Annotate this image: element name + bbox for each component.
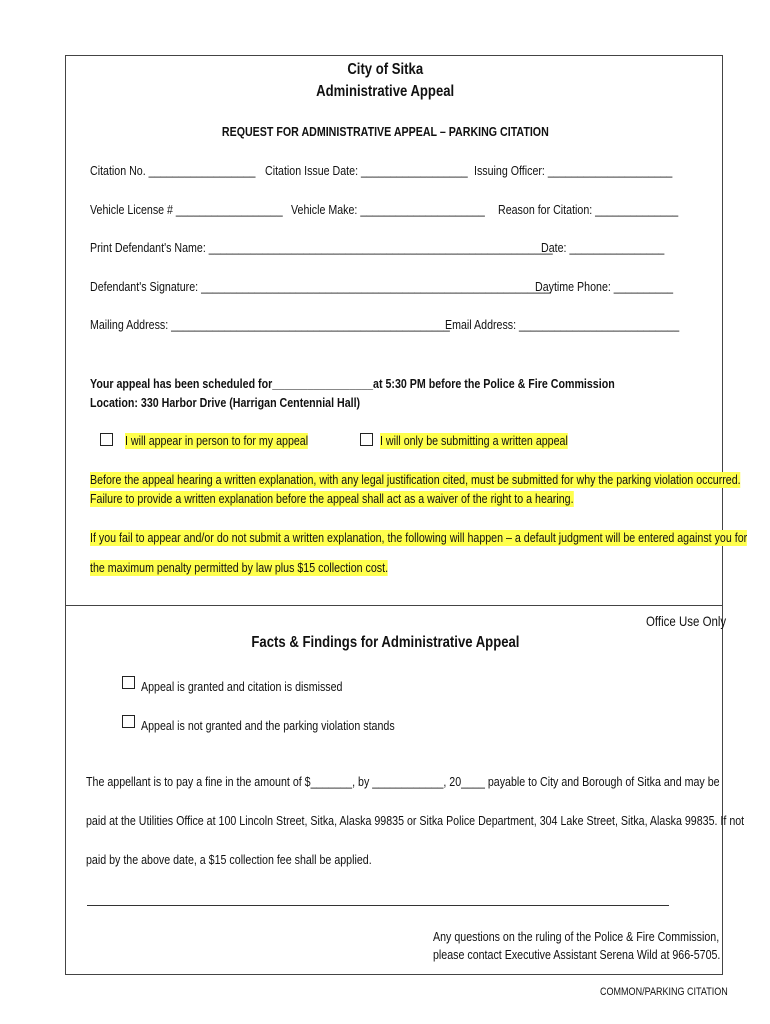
vehicle-make-field[interactable]: Vehicle Make: _____________________: [291, 202, 485, 217]
fine-line-1: The appellant is to pay a fine in the amount of $_______, by ____________, 20____ payable to City and Borough of Sitka and may be: [86, 774, 720, 789]
written-appeal-checkbox[interactable]: [360, 433, 373, 446]
granted-checkbox[interactable]: [122, 676, 135, 689]
date-field[interactable]: Date: ________________: [541, 240, 665, 255]
notice-written-explanation: Before the appeal hearing a written explanation, with any legal justification cited, must be submitted for why the parking violation occurred.: [90, 472, 741, 487]
phone-field[interactable]: Daytime Phone: __________: [535, 279, 674, 294]
notice-waiver: Failure to provide a written explanation before the appeal shall act as a waiver of the right to a hearing.: [90, 491, 574, 506]
issuing-officer-field[interactable]: Issuing Officer: _____________________: [474, 163, 673, 178]
not-granted-label: Appeal is not granted and the parking violation stands: [141, 718, 395, 733]
form-subtitle: REQUEST FOR ADMINISTRATIVE APPEAL – PARKING CITATION: [221, 124, 549, 139]
facts-findings-title: Facts & Findings for Administrative Appeal: [250, 634, 520, 651]
reason-field[interactable]: Reason for Citation: ______________: [498, 202, 679, 217]
granted-label: Appeal is granted and citation is dismissed: [141, 679, 343, 694]
notice-penalty: the maximum penalty permitted by law plus $15 collection cost.: [90, 560, 389, 575]
form-title: Administrative Appeal: [315, 83, 455, 100]
fine-line-2: paid at the Utilities Office at 100 Lincoln Street, Sitka, Alaska 99835 or Sitka Police Department, 304 Lake Street, Sitka, Alaska 99835. If not: [86, 813, 745, 828]
questions-line-1: Any questions on the ruling of the Police & Fire Commission,: [433, 929, 720, 944]
notice-default-judgment: If you fail to appear and/or do not submit a written explanation, the following will happen – a default judgment will be entered against you for: [90, 530, 748, 545]
office-use-label: Office Use Only: [646, 613, 727, 629]
in-person-checkbox[interactable]: [100, 433, 113, 446]
signature-rule: [87, 905, 669, 906]
mailing-address-field[interactable]: Mailing Address: _______________________________________________: [90, 317, 450, 332]
not-granted-checkbox[interactable]: [122, 715, 135, 728]
city-title: City of Sitka: [347, 61, 423, 78]
questions-line-2: please contact Executive Assistant Serena Wild at 966-5705.: [433, 947, 721, 962]
defendant-name-field[interactable]: Print Defendant's Name: __________________________________________________________: [90, 240, 553, 255]
citation-date-field[interactable]: Citation Issue Date: __________________: [265, 163, 468, 178]
office-use-box: [65, 605, 723, 975]
fine-line-3: paid by the above date, a $15 collection fee shall be applied.: [86, 852, 372, 867]
vehicle-license-field[interactable]: Vehicle License # __________________: [90, 202, 283, 217]
email-field[interactable]: Email Address: ___________________________: [445, 317, 680, 332]
signature-field[interactable]: Defendant's Signature: ___________________________________________________________: [90, 279, 551, 294]
footer-code: COMMON/PARKING CITATION: [600, 986, 728, 998]
in-person-label: I will appear in person to for my appeal: [125, 433, 309, 448]
citation-no-field[interactable]: Citation No. __________________: [90, 163, 256, 178]
location-line: Location: 330 Harbor Drive (Harrigan Centennial Hall): [90, 395, 361, 410]
written-appeal-label: I will only be submitting a written appeal: [380, 433, 568, 448]
schedule-line: Your appeal has been scheduled for_________________at 5:30 PM before the Police & Fire Commission: [90, 376, 615, 391]
